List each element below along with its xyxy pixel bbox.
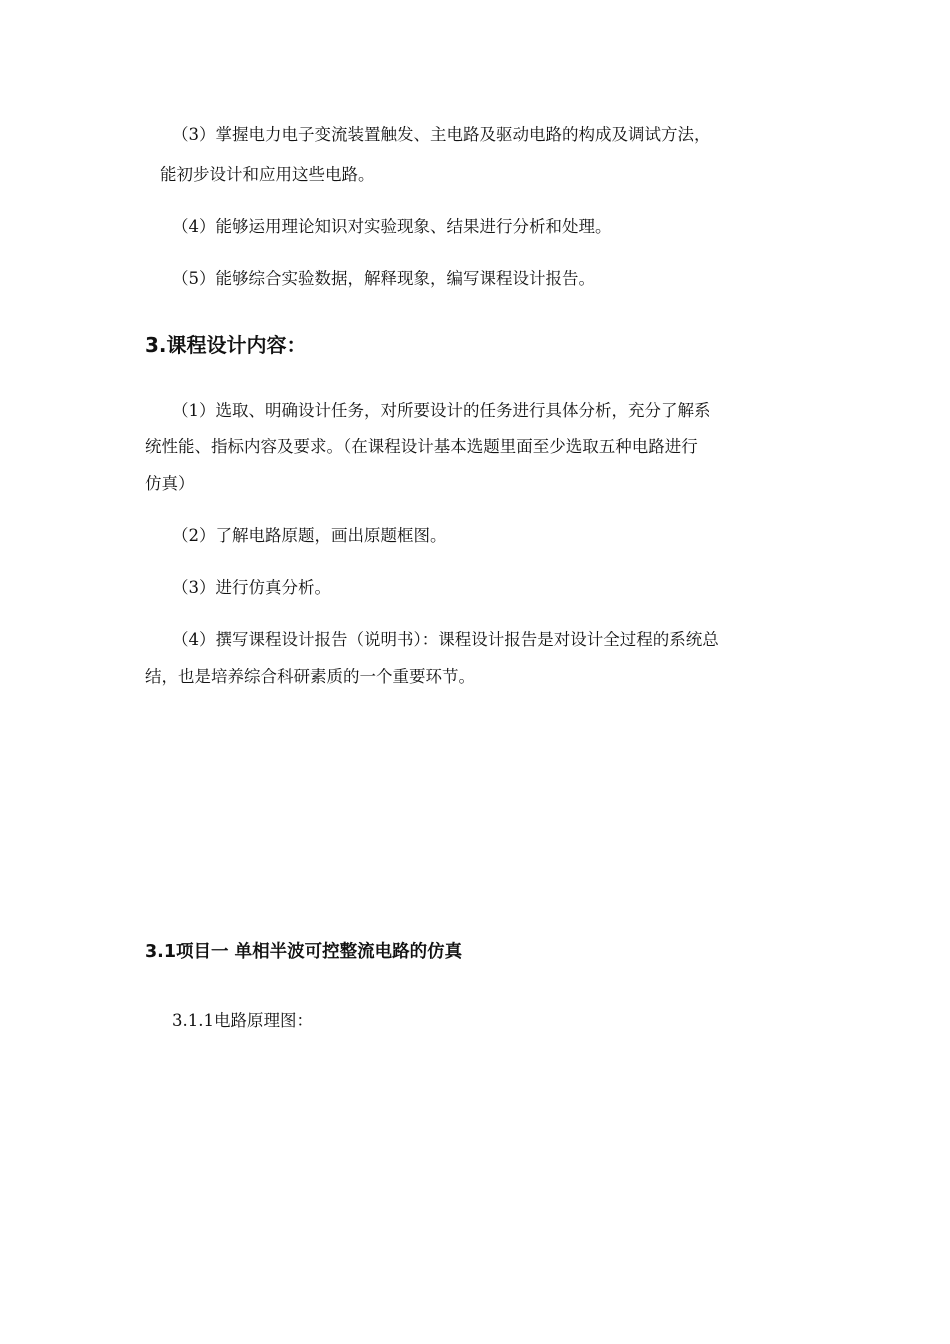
content-item-2: （2）了解电路原题，画出原题框图。 (172, 526, 447, 545)
content-item-1-line-3: 仿真） (145, 474, 195, 493)
content-item-1-line-1: （1）选取、明确设计任务，对所要设计的任务进行具体分析，充分了解系 (172, 401, 711, 420)
content-item-4-line-1: （4）撰写课程设计报告（说明书）：课程设计报告是对设计全过程的系统总 (172, 630, 719, 649)
content-item-3: （3）进行仿真分析。 (172, 578, 331, 597)
section-3-1-1-heading: 3.1.1电路原理图： (172, 1011, 313, 1030)
objective-item-3-line-2: 能初步设计和应用这些电路。 (160, 165, 375, 184)
objective-item-3-line-1: （3）掌握电力电子变流装置触发、主电路及驱动电路的构成及调试方法， (172, 125, 711, 144)
objective-item-5: （5）能够综合实验数据，解释现象，编写课程设计报告。 (172, 269, 595, 288)
objective-item-4: （4）能够运用理论知识对实验现象、结果进行分析和处理。 (172, 217, 612, 236)
content-item-1-line-2: 统性能、指标内容及要求。（在课程设计基本选题里面至少选取五种电路进行 (145, 437, 698, 456)
section-3-heading: 3.课程设计内容： (145, 333, 307, 357)
content-item-4-line-2: 结，也是培养综合科研素质的一个重要环节。 (145, 667, 475, 686)
section-3-1-heading: 3.1项目一 单相半波可控整流电路的仿真 (145, 942, 463, 962)
